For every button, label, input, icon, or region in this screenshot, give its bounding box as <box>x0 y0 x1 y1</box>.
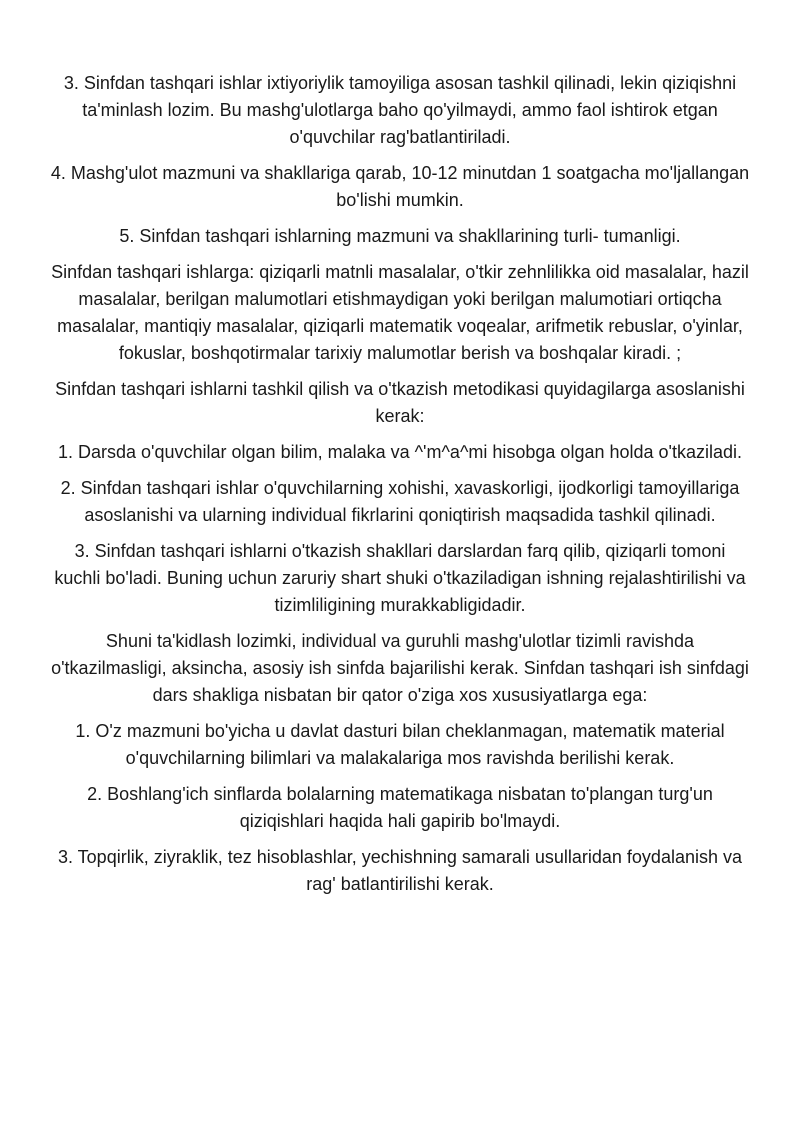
paragraph-point-4-duration: 4. Mashg'ulot mazmuni va shakllariga qarab, 10-12 minutdan 1 soatgacha mo'ljallangan bo'lishi mumkin. <box>50 163 750 210</box>
paragraph-feature-2: 2. Boshlang'ich sinflarda bolalarning matematikaga nisbatan to'plangan turg'un qiziqishlari haqida hali gapirib bo'lmaydi. <box>87 784 713 831</box>
document-page <box>50 70 750 907</box>
paragraph-method-1: 1. Darsda o'quvchilar olgan bilim, malaka va ^'m^a^mi hisobga olgan holda o'tkaziladi. <box>58 442 742 462</box>
paragraph-feature-3: 3. Topqirlik, ziyraklik, tez hisoblashlar, yechishning samarali usullaridan foydalanish va rag' batlantirilishi kerak. <box>57 847 742 894</box>
paragraph-emphasis: Shuni ta'kidlash lozimki, individual va guruhli mashg'ulotlar tizimli ravishda o'tkazilmasligi, aksincha, asosiy ish sinfda bajarilishi kerak. Sinfdan tashqari ish sinfdagi dars shakliga nisbatan bir qator o'ziga xos xususiyatlarga ega: <box>51 631 749 705</box>
paragraph-methodology-intro: Sinfdan tashqari ishlarni tashkil qilish va o'tkazish metodikasi quyidagilarga asoslanishi kerak: <box>55 379 745 426</box>
paragraph-feature-1: 1. O'z mazmuni bo'yicha u davlat dasturi bilan cheklanmagan, matematik material o'quvchilarning bilimlari va malakalariga mos ravishda berilishi kerak. <box>75 721 725 768</box>
paragraph-method-3: 3. Sinfdan tashqari ishlarni o'tkazish shakllari darslardan farq qilib, qiziqarli tomoni kuchli bo'ladi. Buning uchun zaruriy shart shuki o'tkaziladigan ishning rejalashtirilishi va tizimliligining murakkabligidadir. <box>54 541 746 615</box>
paragraph-point-5-variety: 5. Sinfdan tashqari ishlarning mazmuni va shakllarining turli- tumanligi. <box>119 226 681 246</box>
paragraph-method-2: 2. Sinfdan tashqari ishlar o'quvchilarning xohishi, xavaskorligi, ijodkorligi tamoyillariga asoslanishi va ularning individual fikrlarini qoniqtirish maqsadida tashkil qilinadi. <box>60 478 740 525</box>
paragraph-point-3-voluntary: 3. Sinfdan tashqari ishlar ixtiyoriylik tamoyiliga asosan tashkil qilinadi, lekin qiziqishni ta'minlash lozim. Bu mashg'ulotlarga baho qo'yilmaydi, ammo faol ishtirok etgan o'quvchilar rag'batlantiriladi. <box>63 73 737 147</box>
paragraph-activity-types: Sinfdan tashqari ishlarga: qiziqarli matnli masalalar, o'tkir zehnlilikka oid masalalar, hazil masalalar, berilgan malumotlari etishmaydigan yoki berilgan malumotiari ortiqcha masalalar, mantiqiy masalalar, qiziqarli matematik voqealar, arifmetik rebuslar, o'yinlar, fokuslar, boshqotirmalar tarixiy malumotlar berish va boshqalar kiradi. ; <box>51 262 749 363</box>
